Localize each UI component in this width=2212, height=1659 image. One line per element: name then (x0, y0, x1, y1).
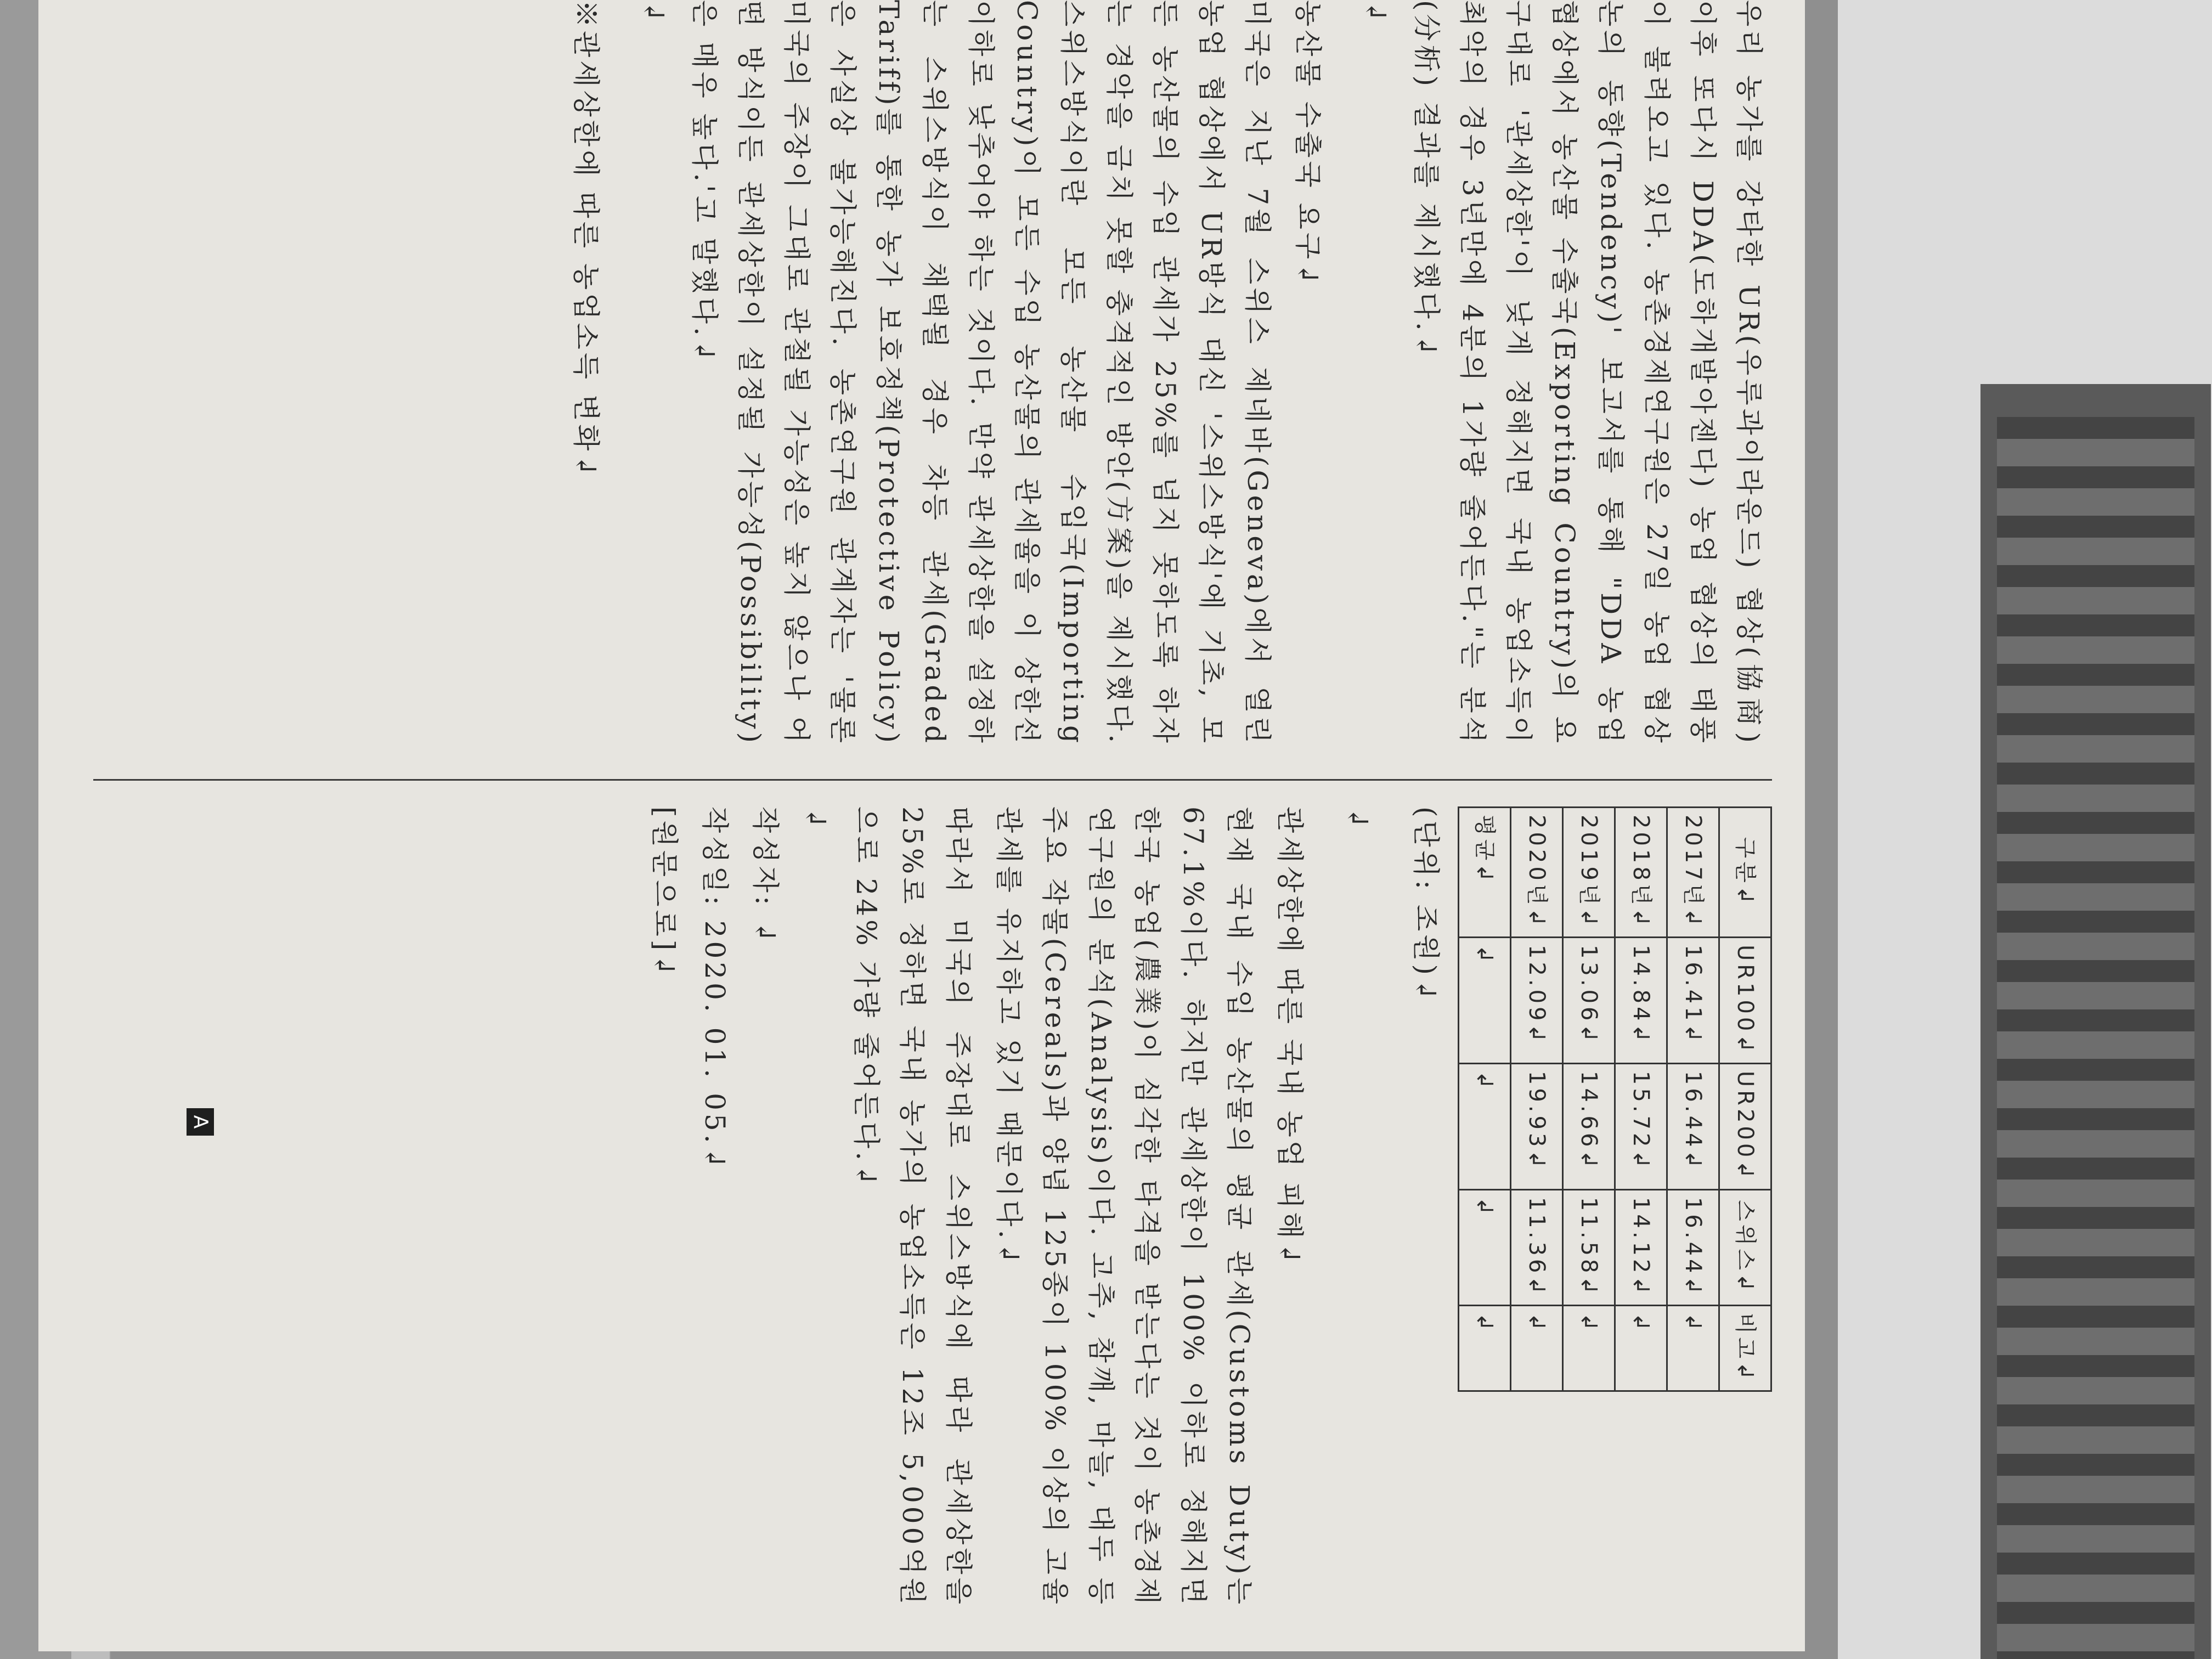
left-column (558, 0, 1772, 746)
table-header-row (1719, 808, 1771, 1391)
body-paragraph: 미국은 지난 7월 스위스 제네바(Geneva)에서 열린 농업 협상에서 UR방식 대신 '스위스방식'에 기초, 모든 농산물의 수입 관세가 25%를 넘지 못하도록 하자는 경악을 금치 못할 충격적인 방안(方案)을 제시했다. 스위스방식이란 모든 농산물 수입국(Importing Country)이 모든 수입 농산물의 관세율을 이 상한선 이하로 낮추어야 하는 것이다. 만약 관세상한을 설정하는 스위스방식이 채택될 경우 차등 관세(Graded Tariff)를 통한 농가 보호정책(Protective Policy)은 사실상 불가능해진다. 농촌연구원 관계자는 '물론 미국의 주장이 그대로 관철될 가능성은 높지 않으나 어떤 방식이든 관세상한이 설정될 가능성(Possibility)은 매우 높다.'고 말했다.↲ (689, 0, 1273, 746)
body-paragraph: 따라서 미국의 주장대로 스위스방식에 따라 관세상한을 25%로 정하면 국내 농가의 농업소득은 12조 5,000억원으로 24% 가량 줄어든다.↲ (850, 806, 974, 1607)
table-cell[interactable]: 16.41↲ (1667, 937, 1719, 1063)
table-cell[interactable]: ↲ (1459, 937, 1511, 1063)
blank-paragraph: ↲ (800, 806, 832, 833)
table-cell[interactable]: 평균↲ (1459, 808, 1511, 938)
table-row (1459, 808, 1511, 1391)
body-paragraph: 우리 농가를 강타한 UR(우루과이라운드) 협상(協商) 이후 또다시 DDA(도하개발아젠다) 농업 협상의 태풍이 불려오고 있다. 농촌경제연구원은 27일 농업 협상 논의 동향(Tendency)' 보고서를 통해 "DDA 농업 협상에서 농산물 수출국(Exporting Country)의 요구대로 '관세상한'이 낮게 정해지면 국내 농업소득이 최악의 경우 3년만에 4분의 1가량 줄어든다."는 분석(分析) 결과를 제시했다.↲ (1410, 0, 1765, 746)
tariff-table (1458, 806, 1772, 1392)
table-cell[interactable]: ↲ (1459, 1189, 1511, 1305)
section-heading: ※관세상한에 따른 농업소득 변화↲ (570, 0, 602, 481)
body-paragraph: 현재 국내 수입 농산물의 평균 관세(Customs Duty)는 67.1%이다. 하지만 관세상한이 100% 이하로 정해지면 한국 농업(農業)이 심각한 타격을 받는다는 것이 농촌경제연구원의 분석(Analysis)이다. 고추, 참깨, 마늘, 대두 등 주요 작물(Cereals)과 양념 125종이 100% 이상의 고율 관세를 유지하고 있기 때문이다.↲ (993, 806, 1255, 1607)
section-heading: 농산물 수출국 요구↲ (1292, 0, 1324, 289)
original-link[interactable]: [원문으로]↲ (648, 806, 680, 980)
author-line: 작성자: ↲ (749, 806, 781, 947)
right-column (637, 806, 1772, 1607)
table-row (1563, 808, 1615, 1391)
table-cell[interactable]: 2020년↲ (1511, 808, 1563, 938)
table-row (1615, 808, 1667, 1391)
table-cell[interactable]: 14.66↲ (1563, 1063, 1615, 1189)
page-content (71, 0, 1772, 1624)
table-cell[interactable]: 16.44↲ (1667, 1063, 1719, 1189)
blank-paragraph: ↲ (1360, 0, 1392, 26)
table-cell[interactable]: 16.44↲ (1667, 1189, 1719, 1305)
table-cell[interactable]: ↲ (1667, 1305, 1719, 1391)
table-header-cell[interactable]: UR100↲ (1719, 937, 1771, 1063)
table-cell[interactable]: 2018년↲ (1615, 808, 1667, 938)
background-building (1980, 384, 2211, 1659)
section-heading: 관세상한에 따른 국내 농업 피해↲ (1274, 806, 1306, 1268)
table-header-cell[interactable]: 스위스↲ (1719, 1189, 1771, 1305)
table-cell[interactable]: 2017년↲ (1667, 808, 1719, 938)
table-cell[interactable]: ↲ (1563, 1305, 1615, 1391)
table-cell[interactable]: 2019년↲ (1563, 808, 1615, 938)
table-cell[interactable]: 14.84↲ (1615, 937, 1667, 1063)
table-header-cell[interactable]: 구분↲ (1719, 808, 1771, 938)
table-cell[interactable]: 11.36↲ (1511, 1189, 1563, 1305)
table-cell[interactable]: 12.09↲ (1511, 937, 1563, 1063)
blank-paragraph: ↲ (1342, 806, 1374, 833)
table-cell[interactable]: 11.58↲ (1563, 1189, 1615, 1305)
table-row (1511, 808, 1563, 1391)
background-window (1838, 0, 2212, 1659)
table-cell[interactable]: ↲ (1615, 1305, 1667, 1391)
table-unit-note: (단위: 조원)↲ (1410, 806, 1442, 1005)
table-cell[interactable]: 13.06↲ (1563, 937, 1615, 1063)
table-cell[interactable]: ↲ (1459, 1063, 1511, 1189)
table-cell[interactable]: ↲ (1459, 1305, 1511, 1391)
document-page (38, 0, 1805, 1651)
text-cursor-badge[interactable]: A (187, 1108, 214, 1136)
table-header-cell[interactable]: UR200↲ (1719, 1063, 1771, 1189)
blank-paragraph: ↲ (638, 0, 670, 26)
date-line: 작성일: 2020. 01. 05.↲ (699, 806, 731, 1173)
table-cell[interactable]: 15.72↲ (1615, 1063, 1667, 1189)
table-row (1667, 808, 1719, 1391)
table-cell[interactable]: ↲ (1511, 1305, 1563, 1391)
table-cell[interactable]: 14.12↲ (1615, 1189, 1667, 1305)
table-header-cell[interactable]: 비고↲ (1719, 1305, 1771, 1391)
column-divider (93, 779, 1772, 781)
table-cell[interactable]: 19.93↲ (1511, 1063, 1563, 1189)
